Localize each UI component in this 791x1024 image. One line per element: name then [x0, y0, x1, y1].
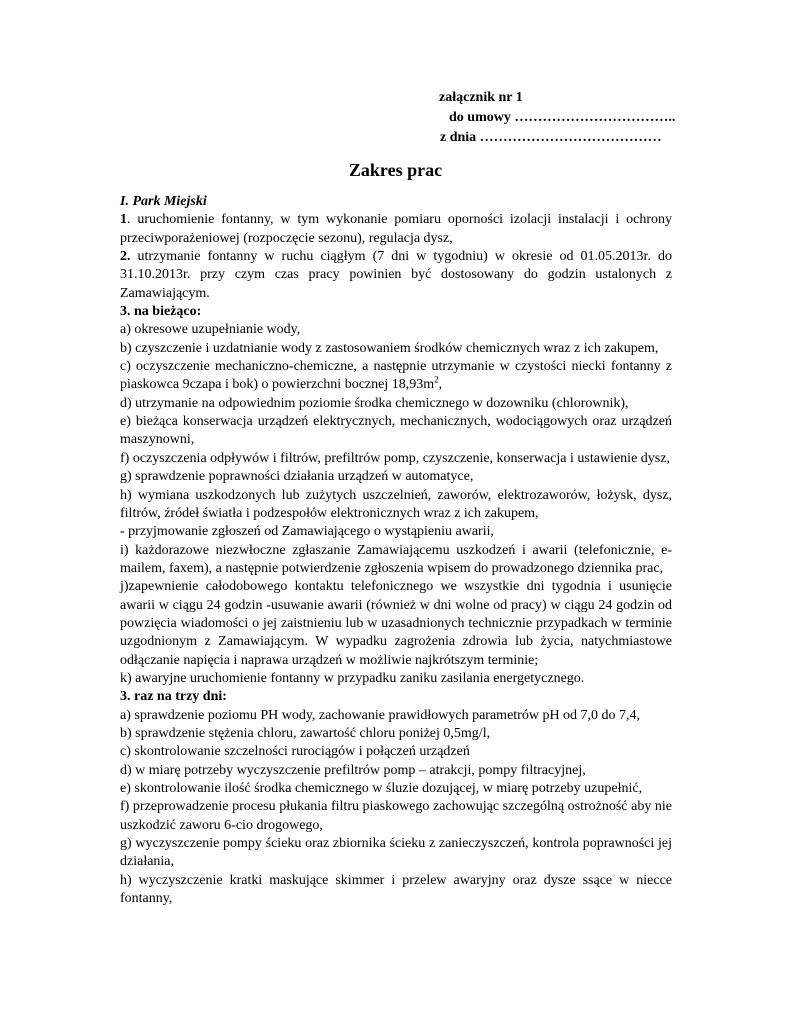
superscript: 2 — [434, 374, 439, 385]
list-item: j)zapewnienie całodobowego kontaktu telefonicznego we wszystkie dni tygodnia i usunięcie awarii w ciągu 24 godzin -usuwanie awarii (również w dni wolne od pracy) w ciągu 24 godzin od powzięcia wiadomości o jej zaistnieniu lub w uzasadnionych technicznie przypadkach w terminie uzgodnionym z Zamawiającym. W wypadku zagrożenia zdrowia lub życia, natychmiastowe odłączanie napięcia i naprawa urządzeń w możliwie najkrótszym terminie; — [120, 579, 672, 668]
every3-heading: 3. raz na trzy dni: — [120, 689, 227, 705]
list-item: f) przeprowadzenie procesu płukania filtru piaskowego zachowując szczególną ostrożność aby nie uszkodzić zaworu 6-cio drogowego, — [120, 799, 672, 833]
list-item: e) skontrolowanie ilość środka chemicznego w śluzie dozującej, w miarę potrzeby uzupełnić, — [120, 781, 643, 796]
item-text: . uruchomienie fontanny, w tym wykonanie pomiaru oporności izolacji instalacji i ochrony przeciwporażeniowej (rozpoczęcie sezonu), regulacja dysz, — [120, 212, 672, 246]
list-item: b) czyszczenie i uzdatnianie wody z zastosowaniem środków chemicznych wraz z ich zakupem, — [120, 340, 659, 356]
list-item: - przyjmowanie zgłoszeń od Zamawiającego o wystąpieniu awarii, — [120, 524, 494, 540]
list-item: a) okresowe uzupełnianie wody, — [120, 322, 301, 338]
list-item — [120, 358, 672, 395]
item-number: 2. — [120, 249, 131, 265]
list-item: a) sprawdzenie poziomu PH wody, zachowanie prawidłowych parametrów pH od 7,0 do 7,4, — [120, 707, 641, 723]
annex-number: załącznik nr 1 — [439, 90, 523, 105]
annex-contract-line: do umowy …………………………….. — [449, 110, 676, 125]
list-item: c) skontrolowanie szczelności rurociągów i połączeń urządzeń — [120, 744, 470, 760]
annex-date-line: z dnia ………………………………… — [440, 130, 662, 145]
list-item: h) wyczyszczenie kratki maskujące skimmer i przelew awaryjny oraz dysze ssące w niecce fontanny, — [120, 872, 672, 907]
list-item: g) wyczyszczenie pompy ścieku oraz zbiornika ścieku z zanieczyszczeń, kontrola poprawności jej działania, — [120, 836, 672, 870]
list-item: d) w miarę potrzeby wyczyszczenie prefiltrów pomp – atrakcji, pompy filtracyjnej, — [120, 762, 586, 778]
document-title: Zakres prac — [348, 160, 443, 180]
document-body — [120, 193, 672, 908]
item-text: c) oczyszczenie mechaniczno-chemiczne, a następnie utrzymanie w czystości niecki fontanny z piaskowca 9czapa i bok) o powierzchni bocznej 18,93m — [120, 359, 672, 393]
list-item: i) każdorazowe niezwłoczne zgłaszanie Zamawiającemu uszkodzeń i awarii (telefonicznie, e-mailem, faxem), a następnie potwierdzenie zgłoszenia wpisem do prowadzonego dziennika prac, — [120, 542, 672, 576]
list-item: b) sprawdzenie stężenia chloru, zawartość chloru poniżej 0,5mg/l, — [120, 725, 491, 741]
list-item: h) wymiana uszkodzonych lub zużytych uszczelnień, zaworów, elektrozaworów, łożysk, dysz, filtrów, źródeł światła i podzespołów elektronicznych wraz z ich zakupem, — [120, 487, 672, 521]
list-item: f) oczyszczenia odpływów i filtrów, prefiltrów pomp, czyszczenie, konserwacja i ustawienie dysz, — [120, 450, 670, 466]
list-item: g) sprawdzenie poprawności działania urządzeń w automatyce, — [120, 469, 474, 485]
ongoing-heading: 3. na bieżąco: — [120, 304, 202, 320]
list-item: e) bieżąca konserwacja urządzeń elektrycznych, mechanicznych, wodociągowych oraz urządzeń maszynowni, — [120, 414, 672, 448]
section-heading: I. Park Miejski — [120, 194, 207, 209]
paragraph-item-2 — [120, 248, 672, 303]
item-number: 1 — [120, 212, 127, 228]
paragraph-item-1 — [120, 211, 672, 248]
item-text: utrzymanie fontanny w ruchu ciągłym (7 dni w tygodniu) w okresie od 01.05.2013r. do 31.10.2013r. przy czym czas pracy powinien być dostosowany do godzin ustalonych z Zamawiającym. — [120, 249, 672, 301]
list-item: k) awaryjne uruchomienie fontanny w przypadku zaniku zasilania energetycznego. — [120, 670, 585, 686]
list-item: d) utrzymanie na odpowiednim poziomie środka chemicznego w dozowniku (chlorownik), — [120, 395, 629, 411]
annex-header — [439, 88, 675, 148]
item-text-end: , — [438, 377, 443, 393]
